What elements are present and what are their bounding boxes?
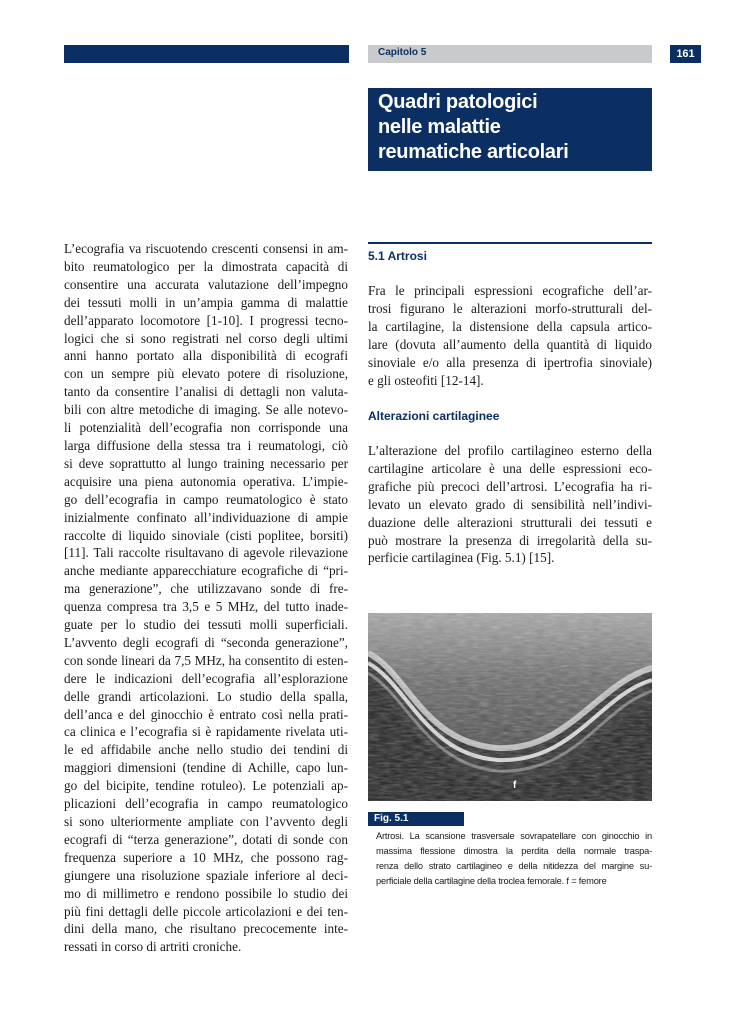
caption-line: Artrosi. La scansione trasversale sovrapatellare con ginocchio in [376,831,652,841]
subsection-heading: Alterazioni cartilaginee [368,409,500,423]
body-text-line: sinoviale e/o alla presenza di ipertrofia sinoviale) [368,354,652,370]
body-text-line: L’alterazione del profilo cartilagineo esterno della [368,443,652,458]
section-heading: 5.1 Artrosi [368,249,427,263]
body-text-line: bili con altre metodiche di imaging. Se alle notevo- [64,402,348,418]
body-text-line: acquisire una piena autonomia operativa. L’impie- [64,473,348,489]
body-text-line: dell’anca e del ginocchio è entrato così nella prati- [64,706,348,722]
body-text-line: si deve soprattutto al lungo training necessario per [64,455,348,471]
caption-line: renza dello strato cartilagineo e della nitidezza del margine su- [376,861,652,871]
body-text-line: duazione delle alterazioni strutturali dei tessuti e [368,514,652,530]
body-text-line: frequenza superiore a 10 MHz, che possono rag- [64,849,348,865]
body-text-line: ecografi di “terza generazione”, dotati di sonde con [64,831,348,847]
body-text-line: ca clinica e l’ecografia si è rapidamente rivelata uti- [64,724,348,740]
figure-caption [376,829,652,889]
body-text-line: si sono ulteriormente ampliate con l’avvento degli [64,814,348,829]
body-text-line: logici che si sono registrati nel corso degli ultimi [64,330,348,346]
body-text-line: levato un elevato grado di sensibilità nell’indivi- [368,496,652,512]
chapter-title-box [368,88,652,171]
header-bar-left [64,45,349,63]
body-text-line: la cartilagine, la distensione della capsula artico- [368,318,652,334]
body-text-line: trosi figurano le alterazioni morfo-strutturali del- [368,300,652,316]
body-text-line: tanto da consentire l’analisi di dettagli non valuta- [64,384,348,400]
caption-line: perficiale della cartilagine della troclea femorale. f = femore [376,876,607,886]
body-text-line: mo di millimetro e rendono possibile lo studio dei [64,885,348,901]
body-text-line: raccolte di liquido sinoviale (cisti poplitee, borsiti) [64,527,348,543]
body-text-line: plicazioni dell’ecografia in campo reumatologico [64,796,348,812]
body-text-line: con un sempre più elevato potere di risoluzione, [64,366,348,382]
body-text-line: dell’apparato locomotore [1-10]. I progressi tecno- [64,312,348,328]
ultrasound-scan [368,613,652,801]
chapter-title-line: nelle malattie [378,116,501,138]
body-text-line: e gli osteofiti [12-14]. [368,372,484,388]
subsection-paragraph [368,442,652,567]
body-text-line: maggiori dimensioni (tendine di Achille, capo lun- [64,760,348,776]
body-text-line: giungere una risoluzione spaziale inferiore al deci- [64,867,348,883]
body-text-line: può mostrare la presenza di irregolarità della su- [368,532,652,548]
body-text-line: larga diffusione della stessa tra i reumatologi, ciò [64,437,348,453]
body-text-line: le ed affidabile anche nello studio dei tendini di [64,742,348,758]
caption-line: massima flessione dimostra la perdita della normale traspa- [376,846,652,856]
body-text-line: quenza compresa tra 3,5 e 5 MHz, del tutto inade- [64,599,348,615]
body-text-line: guate per lo studio dei tessuti molli superficiali. [64,617,348,633]
body-text-line: anni hanno portato alla disponibilità di ecografi [64,348,348,364]
body-text-line: inizialmente confinato all’individuazione di ampie [64,509,348,525]
body-text-line: dini della mano, che risultano precocemente inte- [64,921,348,937]
ultrasound-image [368,613,652,801]
body-text-line: go dell’ecografia in campo reumatologico è stato [64,491,348,507]
body-text-line: grafiche più precoci dell’artrosi. L’ecografia ha ri- [368,478,652,494]
body-text-line: perficie cartilaginea (Fig. 5.1) [15]. [368,550,555,566]
femur-marker: f [513,780,517,791]
body-text-line: consentire una accurata valutazione dell’impegno [64,276,348,292]
chapter-title-line: reumatiche articolari [378,141,569,163]
body-text-line: anche mediante apparecchiature ecografiche di “pri- [64,563,348,579]
body-text-line: bito reumatologico per la dimostrata capacità di [64,258,348,274]
intro-text-column [64,240,348,956]
page-number: 161 [670,45,701,63]
body-text-line: L’ecografia va riscuotendo crescenti consensi in am- [64,241,348,256]
body-text-line: Fra le principali espressioni ecografiche dell’ar- [368,283,652,298]
body-text-line: con sonde lineari da 7,5 MHz, ha consentito di esten- [64,652,348,668]
body-text-line: ressati in corso di artriti croniche. [64,939,242,955]
body-text-line: dei tessuti molli in un’ampia gamma di malattie [64,294,348,310]
body-text-line: ma generazione”, che utilizzavano sonde di fre- [64,581,348,597]
section-rule [368,242,652,244]
body-text-line: cartilagine articolare è una delle espressioni eco- [368,460,652,476]
body-text-line: più fini dettagli delle piccole articolazioni e dei ten- [64,903,348,919]
body-text-line: dere le indicazioni dell’ecografia all’esplorazione [64,670,348,686]
figure-label: Fig. 5.1 [368,812,464,826]
chapter-title-line: Quadri patologici [378,91,538,113]
body-text-line: lare (dovuta all’aumento della quantità di liquido [368,336,652,352]
body-text-line: delle grandi articolazioni. Lo studio della spalla, [64,688,348,704]
body-text-line: go del bicipite, tendine rotuleo). Le potenziali ap- [64,778,348,794]
chapter-label: Capitolo 5 [378,47,427,58]
body-text-line: [11]. Tali raccolte risultavano di agevole rilevazione [64,545,348,561]
body-text-line: li potenzialità dell’ecografia non corrisponde una [64,420,348,436]
section-paragraph [368,282,652,389]
body-text-line: L’avvento degli ecografi di “seconda generazione”, [64,634,348,650]
